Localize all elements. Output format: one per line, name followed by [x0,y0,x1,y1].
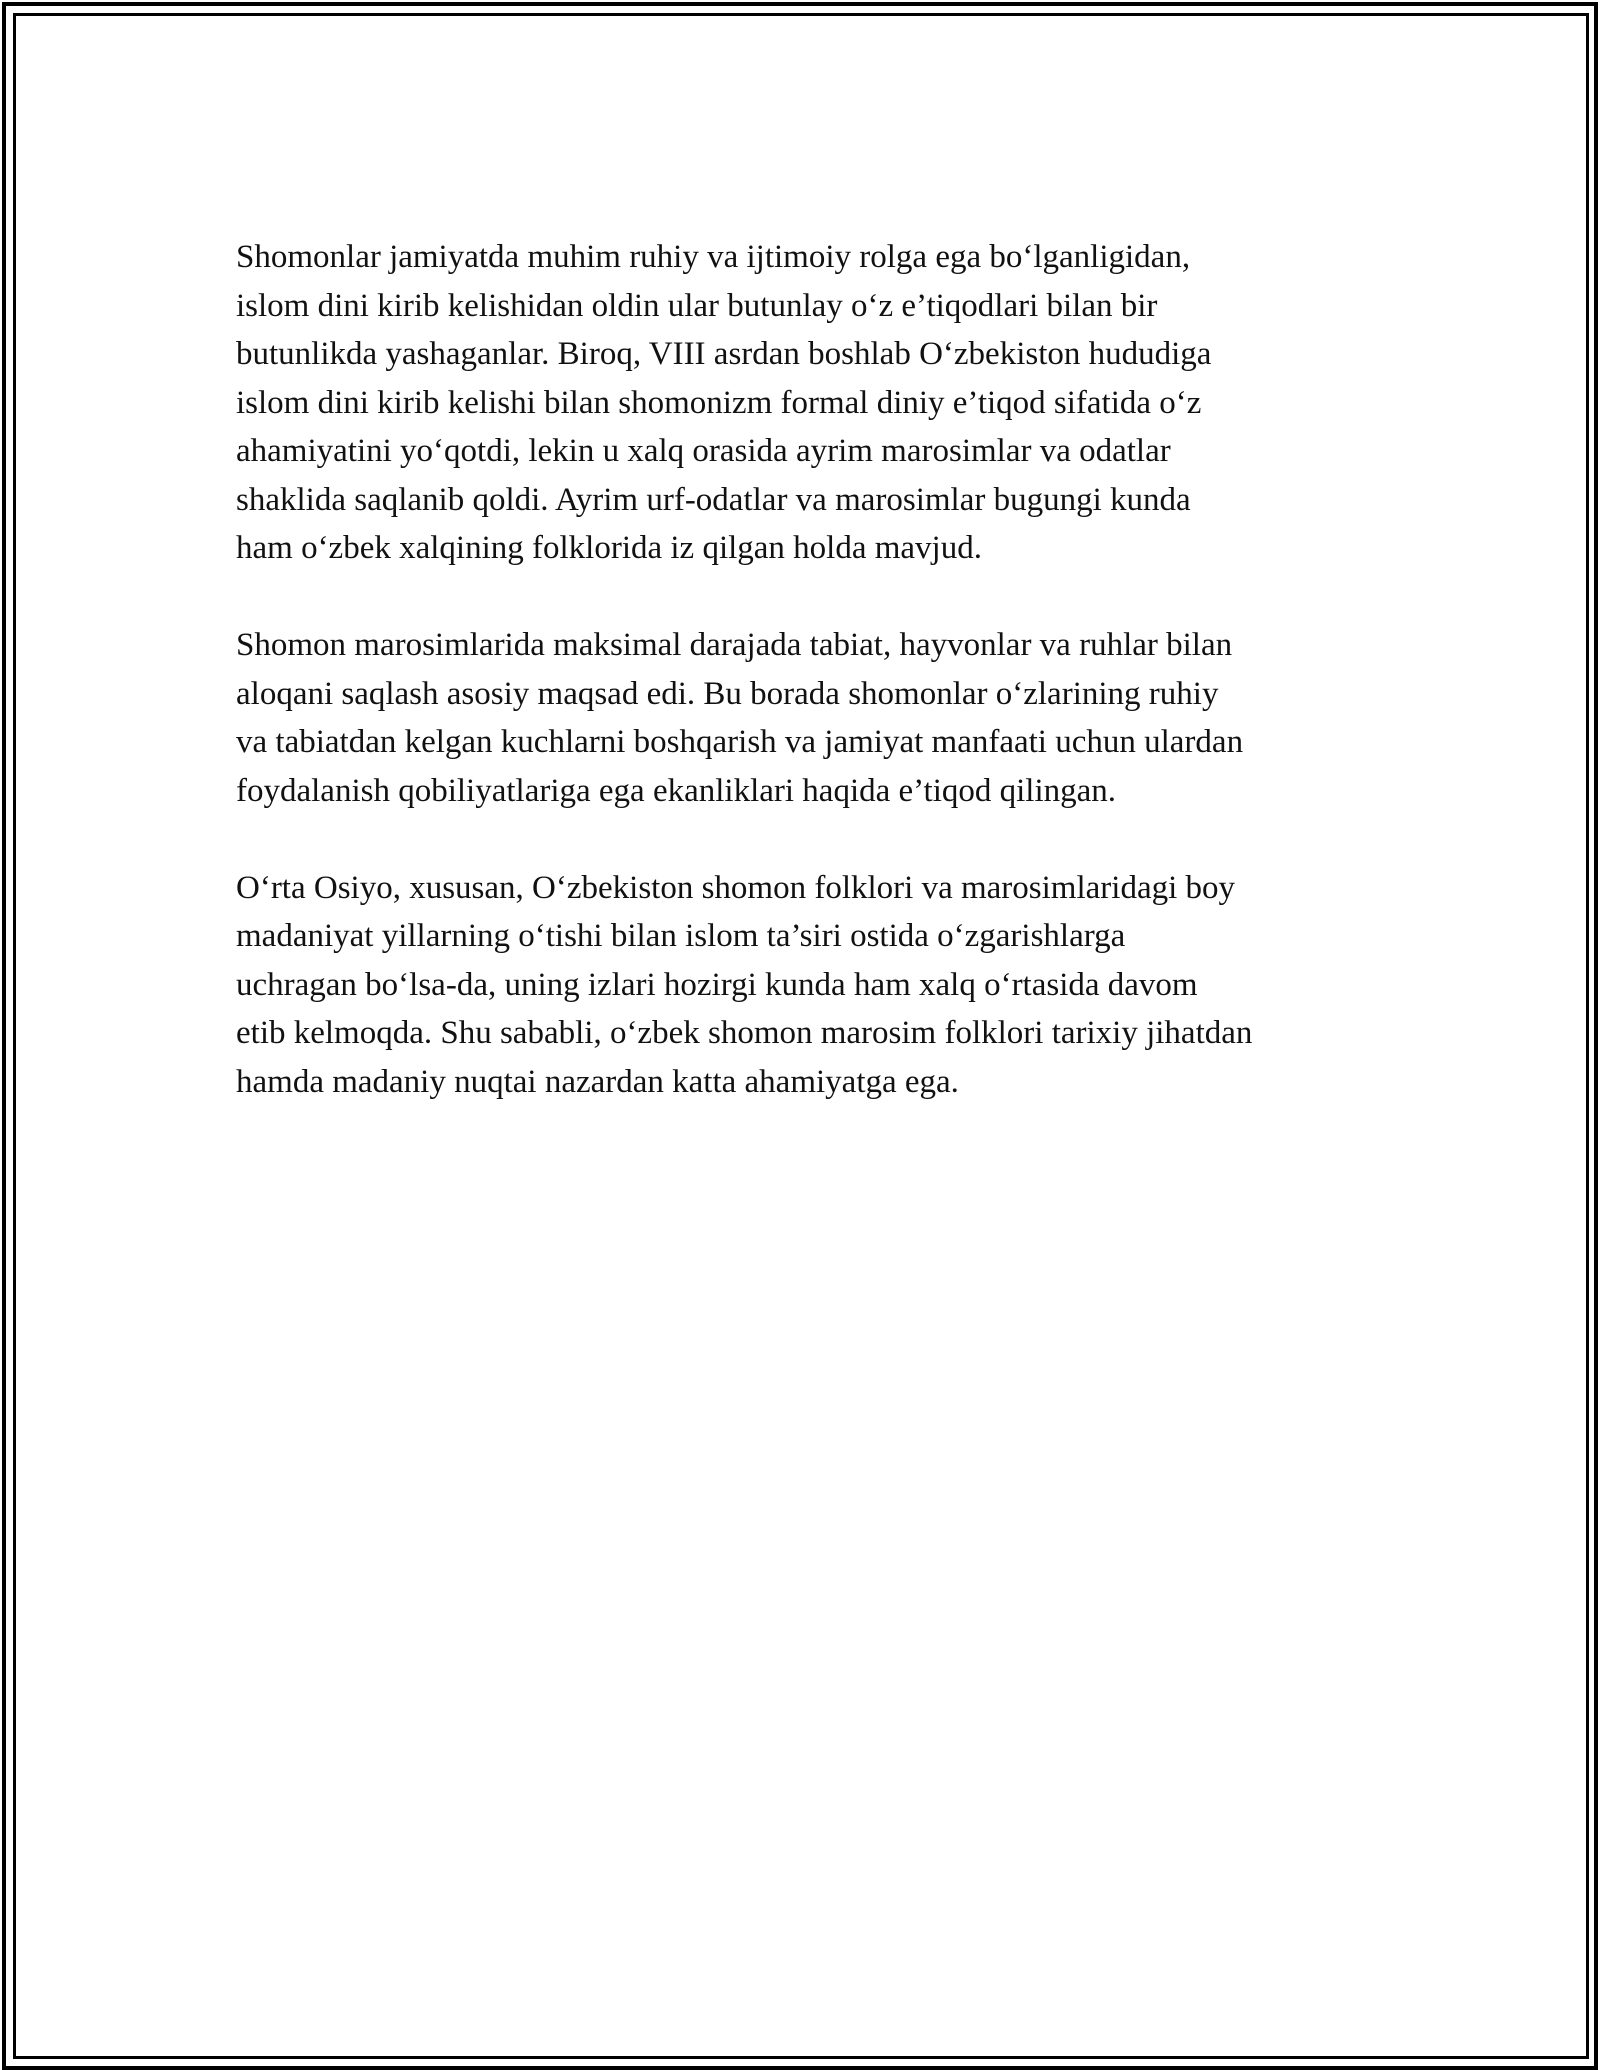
paragraph-2 [236,621,1386,815]
paragraph-line: ham o‘zbek xalqining folklorida iz qilgan holda mavjud. [236,530,982,566]
paragraph-line: foydalanish qobiliyatlariga ega ekanliklari haqida e’tiqod qilingan. [236,772,1117,809]
paragraph-line: O‘rta Osiyo, xususan, O‘zbekiston shomon folklori va marosimlaridagi boy [236,869,1236,906]
paragraph-line: butunlikda yashaganlar. Biroq, VIII asrdan boshlab O‘zbekiston hududiga [236,336,1212,372]
paragraph-line: madaniyat yillarning o‘tishi bilan islom ta’siri ostida o‘zgarishlarga [236,918,1126,954]
paragraph-line: shaklida saqlanib qoldi. Ayrim urf-odatlar va marosimlar bugungi kunda [236,481,1191,518]
document-body [236,233,1386,1155]
paragraph-line: islom dini kirib kelishi bilan shomonizm formal diniy e’tiqod sifatida o‘z [236,384,1202,421]
paragraph-3 [236,864,1386,1107]
paragraph-line: islom dini kirib kelishidan oldin ular butunlay o‘z e’tiqodlari bilan bir [236,287,1158,324]
paragraph-line: Shomon marosimlarida maksimal darajada tabiat, hayvonlar va ruhlar bilan [236,627,1233,663]
paragraph-line: ahamiyatini yo‘qotdi, lekin u xalq orasida ayrim marosimlar va odatlar [236,433,1171,469]
paragraph-line: etib kelmoqda. Shu sababli, o‘zbek shomon marosim folklori tarixiy jihatdan [236,1015,1253,1051]
paragraph-1 [236,233,1386,573]
paragraph-line: Shomonlar jamiyatda muhim ruhiy va ijtimoiy rolga ega bo‘lganligidan, [236,239,1191,275]
paragraph-line: va tabiatdan kelgan kuchlarni boshqarish va jamiyat manfaati uchun ulardan [236,724,1244,760]
paragraph-line: uchragan bo‘lsa-da, uning izlari hozirgi kunda ham xalq o‘rtasida davom [236,966,1198,1003]
paragraph-line: aloqani saqlash asosiy maqsad edi. Bu borada shomonlar o‘zlarining ruhiy [236,675,1219,712]
paragraph-line: hamda madaniy nuqtai nazardan katta ahamiyatga ega. [236,1063,959,1100]
